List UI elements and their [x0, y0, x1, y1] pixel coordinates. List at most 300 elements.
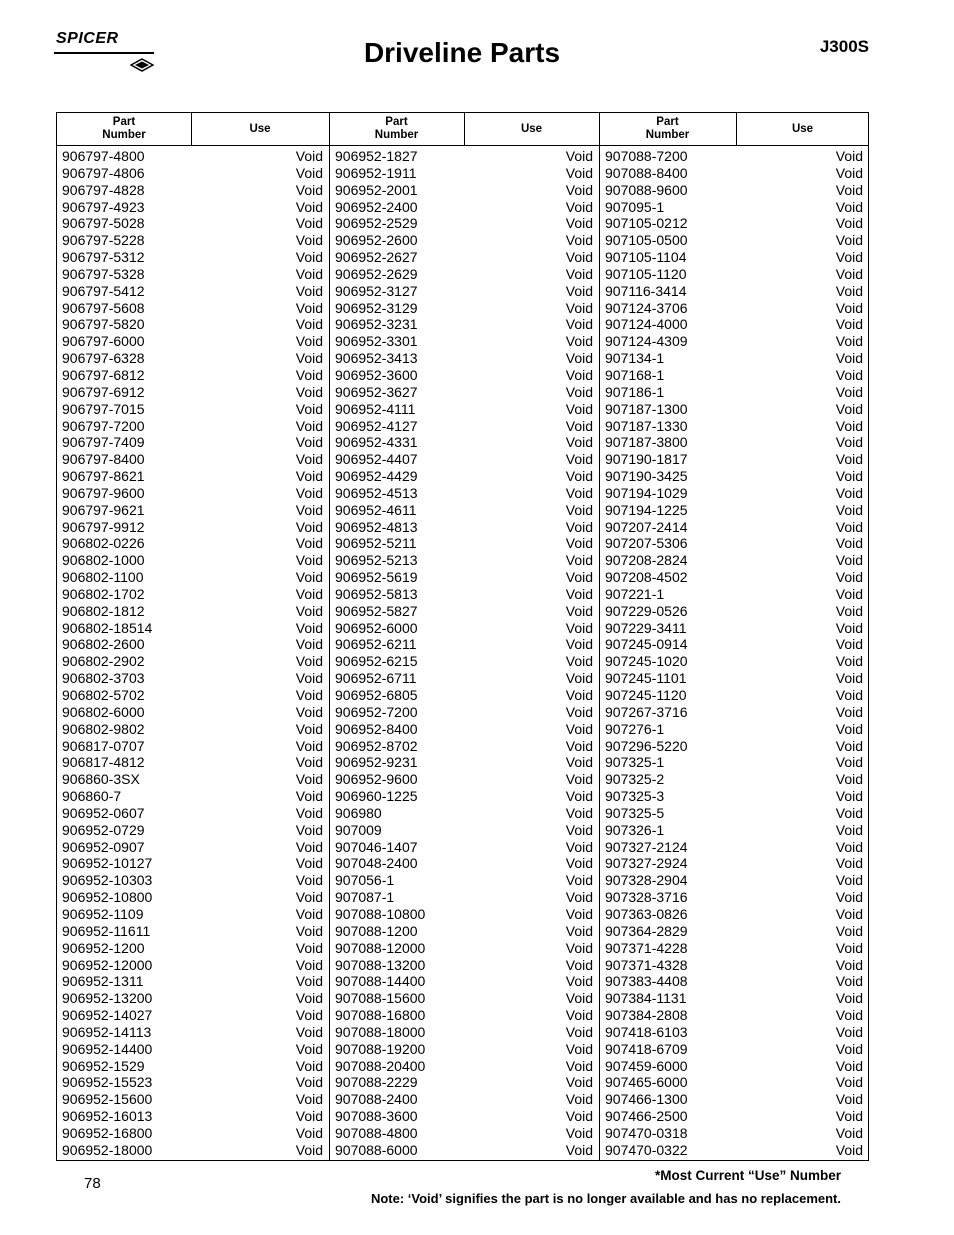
table-row	[600, 418, 869, 435]
part-number: 906952-6711	[335, 670, 417, 687]
part-use: Void	[295, 990, 323, 1007]
part-number: 906952-4513	[335, 484, 418, 501]
part-number: 906952-7200	[335, 703, 418, 720]
part-number: 907208-2824	[605, 552, 688, 569]
header-divider	[191, 113, 192, 145]
part-use: Void	[565, 383, 593, 400]
part-use: Void	[835, 1124, 863, 1141]
part-number: 907207-2414	[605, 518, 688, 535]
part-use: Void	[295, 788, 323, 805]
part-use: Void	[835, 468, 863, 485]
part-use: Void	[565, 1040, 593, 1057]
part-number: 906952-14027	[62, 1007, 153, 1024]
part-use: Void	[835, 720, 863, 737]
parts-column-2	[330, 148, 599, 1159]
table-row	[330, 300, 599, 317]
part-number: 906797-4828	[62, 181, 145, 198]
part-number: 907088-2229	[335, 1074, 418, 1091]
part-number: 906797-5328	[62, 265, 145, 282]
part-use: Void	[295, 400, 323, 417]
part-number: 906860-3SX	[62, 771, 140, 788]
table-row	[57, 990, 329, 1007]
part-number: 907134-1	[605, 350, 665, 367]
part-number: 906960-1225	[335, 788, 418, 805]
table-row	[600, 620, 869, 637]
part-number: 906952-18000	[62, 1141, 153, 1158]
part-use: Void	[835, 619, 863, 636]
table-row	[330, 1024, 599, 1041]
part-use: Void	[565, 316, 593, 333]
table-row	[57, 333, 329, 350]
part-use: Void	[295, 872, 323, 889]
part-number: 906952-2400	[335, 198, 418, 215]
part-number: 906797-9912	[62, 518, 145, 535]
table-row	[330, 1007, 599, 1024]
table-row	[57, 401, 329, 418]
table-row	[57, 367, 329, 384]
part-number: 906797-5312	[62, 249, 145, 266]
part-use: Void	[835, 484, 863, 501]
part-use: Void	[835, 956, 863, 973]
table-row	[600, 805, 869, 822]
part-number: 907470-0318	[605, 1124, 688, 1141]
part-number: 907124-4309	[605, 333, 688, 350]
table-row	[57, 839, 329, 856]
part-number: 907088-3600	[335, 1108, 418, 1125]
part-use: Void	[295, 215, 323, 232]
part-use: Void	[565, 333, 593, 350]
part-use: Void	[835, 535, 863, 552]
table-row	[600, 855, 869, 872]
part-use: Void	[565, 990, 593, 1007]
table-row	[57, 266, 329, 283]
header-part-number-1: Part Number	[102, 116, 146, 141]
part-number: 907245-1020	[605, 653, 688, 670]
part-use: Void	[295, 670, 323, 687]
part-number: 906952-0907	[62, 838, 145, 855]
table-row	[57, 350, 329, 367]
table-row	[57, 316, 329, 333]
part-use: Void	[835, 771, 863, 788]
table-row	[57, 182, 329, 199]
table-row	[57, 670, 329, 687]
part-number: 907364-2829	[605, 922, 688, 939]
table-row	[330, 199, 599, 216]
table-row	[600, 215, 869, 232]
part-use: Void	[565, 788, 593, 805]
part-use: Void	[565, 619, 593, 636]
part-use: Void	[295, 249, 323, 266]
part-use: Void	[565, 653, 593, 670]
header-use-1: Use	[249, 122, 271, 135]
part-number: 906980	[335, 804, 382, 821]
table-row	[600, 316, 869, 333]
part-number: 906802-2902	[62, 653, 145, 670]
table-row	[57, 502, 329, 519]
table-row	[57, 805, 329, 822]
part-number: 907418-6103	[605, 1023, 688, 1040]
part-number: 907187-1330	[605, 417, 688, 434]
part-number: 906952-4611	[335, 501, 417, 518]
part-use: Void	[835, 1074, 863, 1091]
part-use: Void	[835, 855, 863, 872]
part-number: 906952-10127	[62, 855, 153, 872]
part-number: 907105-1104	[605, 249, 687, 266]
table-row	[57, 906, 329, 923]
part-use: Void	[565, 939, 593, 956]
part-use: Void	[835, 569, 863, 586]
table-row	[600, 771, 869, 788]
table-row	[57, 957, 329, 974]
part-number: 906860-7	[62, 788, 122, 805]
part-use: Void	[835, 636, 863, 653]
part-use: Void	[295, 383, 323, 400]
table-row	[57, 923, 329, 940]
part-use: Void	[835, 653, 863, 670]
part-number: 906952-4111	[335, 400, 416, 417]
table-row	[57, 300, 329, 317]
part-number: 907046-1407	[335, 838, 418, 855]
table-row	[330, 1058, 599, 1075]
part-number: 907190-3425	[605, 468, 688, 485]
table-row	[600, 754, 869, 771]
part-number: 907245-0914	[605, 636, 688, 653]
table-row	[330, 636, 599, 653]
part-number: 906802-18514	[62, 619, 153, 636]
part-use: Void	[295, 299, 323, 316]
table-row	[330, 771, 599, 788]
part-number: 907194-1029	[605, 484, 688, 501]
part-use: Void	[565, 400, 593, 417]
part-number: 907088-4800	[335, 1124, 418, 1141]
table-row	[600, 384, 869, 401]
part-number: 906952-2629	[335, 265, 418, 282]
table-row	[330, 973, 599, 990]
part-use: Void	[835, 973, 863, 990]
table-row	[600, 990, 869, 1007]
part-use: Void	[295, 501, 323, 518]
table-row	[330, 350, 599, 367]
table-row	[57, 552, 329, 569]
part-use: Void	[295, 232, 323, 249]
part-number: 906952-3129	[335, 299, 418, 316]
part-number: 907384-2808	[605, 1007, 688, 1024]
part-number: 906952-3413	[335, 350, 418, 367]
part-number: 906952-3231	[335, 316, 418, 333]
header-divider	[464, 113, 465, 145]
part-number: 906952-2529	[335, 215, 418, 232]
table-row	[330, 434, 599, 451]
part-number: 906797-5608	[62, 299, 145, 316]
part-use: Void	[295, 1108, 323, 1125]
part-use: Void	[835, 1040, 863, 1057]
table-row	[600, 872, 869, 889]
table-row	[57, 872, 329, 889]
table-row	[600, 519, 869, 536]
part-use: Void	[565, 905, 593, 922]
part-number: 907088-12000	[335, 939, 426, 956]
table-row	[330, 1074, 599, 1091]
part-number: 907371-4328	[605, 956, 688, 973]
part-use: Void	[835, 333, 863, 350]
part-use: Void	[565, 771, 593, 788]
part-use: Void	[295, 282, 323, 299]
part-use: Void	[835, 434, 863, 451]
part-number: 906797-5028	[62, 215, 145, 232]
part-use: Void	[835, 1007, 863, 1024]
part-number: 906952-6211	[335, 636, 417, 653]
part-number: 906802-6000	[62, 703, 145, 720]
table-row	[330, 620, 599, 637]
part-use: Void	[565, 602, 593, 619]
part-use: Void	[295, 417, 323, 434]
part-number: 906952-1827	[335, 148, 418, 164]
table-row	[600, 957, 869, 974]
table-row	[57, 232, 329, 249]
part-use: Void	[565, 1057, 593, 1074]
part-use: Void	[295, 333, 323, 350]
table-row	[600, 502, 869, 519]
part-number: 906802-1702	[62, 585, 145, 602]
table-row	[57, 973, 329, 990]
part-use: Void	[565, 148, 593, 164]
table-row	[330, 451, 599, 468]
part-use: Void	[295, 821, 323, 838]
table-row	[57, 569, 329, 586]
part-number: 906952-6805	[335, 687, 418, 703]
part-number: 907326-1	[605, 821, 665, 838]
part-use: Void	[565, 687, 593, 703]
table-row	[57, 653, 329, 670]
table-row	[600, 839, 869, 856]
table-row	[57, 822, 329, 839]
part-number: 906797-5412	[62, 282, 145, 299]
part-number: 907088-14400	[335, 973, 426, 990]
part-number: 907124-3706	[605, 299, 688, 316]
part-number: 907229-0526	[605, 602, 688, 619]
part-use: Void	[295, 1040, 323, 1057]
part-number: 906952-0729	[62, 821, 145, 838]
part-number: 907088-7200	[605, 148, 688, 164]
part-number: 906952-4407	[335, 451, 418, 468]
table-row	[57, 165, 329, 182]
part-use: Void	[835, 501, 863, 518]
part-number: 906952-3127	[335, 282, 418, 299]
part-use: Void	[295, 366, 323, 383]
part-use: Void	[835, 585, 863, 602]
part-use: Void	[835, 670, 863, 687]
table-row	[600, 569, 869, 586]
part-number: 906797-7409	[62, 434, 145, 451]
table-row	[330, 788, 599, 805]
table-row	[57, 636, 329, 653]
part-use: Void	[295, 585, 323, 602]
part-number: 906797-9600	[62, 484, 145, 501]
part-use: Void	[295, 703, 323, 720]
part-number: 907325-2	[605, 771, 665, 788]
part-number: 906952-6000	[335, 619, 418, 636]
table-row	[600, 704, 869, 721]
part-use: Void	[295, 1124, 323, 1141]
part-number: 907328-3716	[605, 889, 688, 906]
table-row	[330, 586, 599, 603]
part-number: 906952-2600	[335, 232, 418, 249]
part-number: 907088-6000	[335, 1141, 418, 1158]
part-use: Void	[565, 737, 593, 754]
table-row	[57, 434, 329, 451]
table-row	[600, 1007, 869, 1024]
part-use: Void	[565, 1141, 593, 1158]
part-number: 907418-6709	[605, 1040, 688, 1057]
table-row	[600, 1108, 869, 1125]
table-row	[600, 485, 869, 502]
part-use: Void	[295, 1057, 323, 1074]
table-row	[600, 468, 869, 485]
table-row	[600, 586, 869, 603]
part-number: 906797-8621	[62, 468, 145, 485]
part-number: 907466-2500	[605, 1108, 688, 1125]
part-number: 906952-9600	[335, 771, 418, 788]
part-use: Void	[295, 265, 323, 282]
part-use: Void	[295, 434, 323, 451]
part-use: Void	[835, 754, 863, 771]
table-row	[600, 973, 869, 990]
part-use: Void	[565, 215, 593, 232]
part-number: 906952-16013	[62, 1108, 153, 1125]
table-row	[600, 552, 869, 569]
part-use: Void	[565, 956, 593, 973]
part-use: Void	[295, 198, 323, 215]
part-use: Void	[295, 737, 323, 754]
part-use: Void	[835, 737, 863, 754]
table-row	[600, 721, 869, 738]
part-number: 907325-5	[605, 804, 665, 821]
part-use: Void	[565, 1023, 593, 1040]
table-row	[57, 754, 329, 771]
part-use: Void	[835, 990, 863, 1007]
table-row	[330, 805, 599, 822]
table-row	[330, 316, 599, 333]
part-use: Void	[565, 889, 593, 906]
part-number: 906797-6812	[62, 366, 145, 383]
part-use: Void	[835, 265, 863, 282]
table-row	[330, 535, 599, 552]
table-row	[57, 451, 329, 468]
table-row	[330, 333, 599, 350]
part-number: 906952-5813	[335, 585, 418, 602]
table-row	[600, 367, 869, 384]
table-row	[330, 401, 599, 418]
table-row	[330, 603, 599, 620]
part-number: 907245-1101	[605, 670, 687, 687]
part-use: Void	[565, 501, 593, 518]
part-use: Void	[295, 636, 323, 653]
part-number: 906802-5702	[62, 687, 145, 703]
table-row	[600, 906, 869, 923]
catalog-code: J300S	[819, 37, 869, 56]
table-row	[57, 1007, 329, 1024]
part-use: Void	[565, 585, 593, 602]
table-row	[330, 1142, 599, 1159]
table-row	[600, 738, 869, 755]
table-row	[330, 957, 599, 974]
table-row	[57, 1058, 329, 1075]
part-use: Void	[565, 855, 593, 872]
part-number: 907459-6000	[605, 1057, 688, 1074]
part-use: Void	[565, 299, 593, 316]
table-row	[57, 1074, 329, 1091]
part-use: Void	[565, 552, 593, 569]
part-use: Void	[835, 181, 863, 198]
part-use: Void	[565, 417, 593, 434]
table-row	[600, 1074, 869, 1091]
part-number: 907048-2400	[335, 855, 418, 872]
part-use: Void	[295, 838, 323, 855]
table-row	[600, 1024, 869, 1041]
part-use: Void	[835, 417, 863, 434]
table-row	[330, 1108, 599, 1125]
table-row	[330, 839, 599, 856]
part-number: 907116-3414	[605, 282, 687, 299]
part-number: 906797-6912	[62, 383, 145, 400]
part-number: 907190-1817	[605, 451, 688, 468]
parts-column-3	[600, 148, 869, 1159]
table-row	[600, 603, 869, 620]
part-use: Void	[565, 569, 593, 586]
table-row	[330, 502, 599, 519]
part-number: 907088-15600	[335, 990, 426, 1007]
part-use: Void	[835, 400, 863, 417]
part-use: Void	[565, 872, 593, 889]
part-use: Void	[565, 973, 593, 990]
table-row	[57, 148, 329, 165]
part-number: 907383-4408	[605, 973, 688, 990]
part-number: 907168-1	[605, 366, 665, 383]
table-row	[330, 384, 599, 401]
part-use: Void	[295, 687, 323, 703]
part-use: Void	[295, 973, 323, 990]
table-row	[330, 738, 599, 755]
table-row	[600, 687, 869, 704]
part-use: Void	[565, 922, 593, 939]
part-number: 907105-0500	[605, 232, 688, 249]
table-row	[600, 350, 869, 367]
table-row	[600, 822, 869, 839]
part-use: Void	[835, 788, 863, 805]
part-number: 906952-13200	[62, 990, 153, 1007]
part-use: Void	[295, 1141, 323, 1158]
part-use: Void	[295, 754, 323, 771]
part-use: Void	[835, 164, 863, 181]
part-number: 907325-1	[605, 754, 665, 771]
table-row	[600, 434, 869, 451]
part-number: 906802-1000	[62, 552, 145, 569]
part-number: 907325-3	[605, 788, 665, 805]
part-number: 906797-4800	[62, 148, 145, 164]
table-row	[600, 636, 869, 653]
part-number: 907105-0212	[605, 215, 688, 232]
part-number: 906952-3600	[335, 366, 418, 383]
part-number: 906817-0707	[62, 737, 145, 754]
table-row	[57, 249, 329, 266]
table-row	[330, 367, 599, 384]
part-use: Void	[295, 164, 323, 181]
part-number: 906797-5820	[62, 316, 145, 333]
part-number: 906952-4127	[335, 417, 418, 434]
table-row	[600, 199, 869, 216]
table-row	[330, 822, 599, 839]
part-use: Void	[565, 451, 593, 468]
